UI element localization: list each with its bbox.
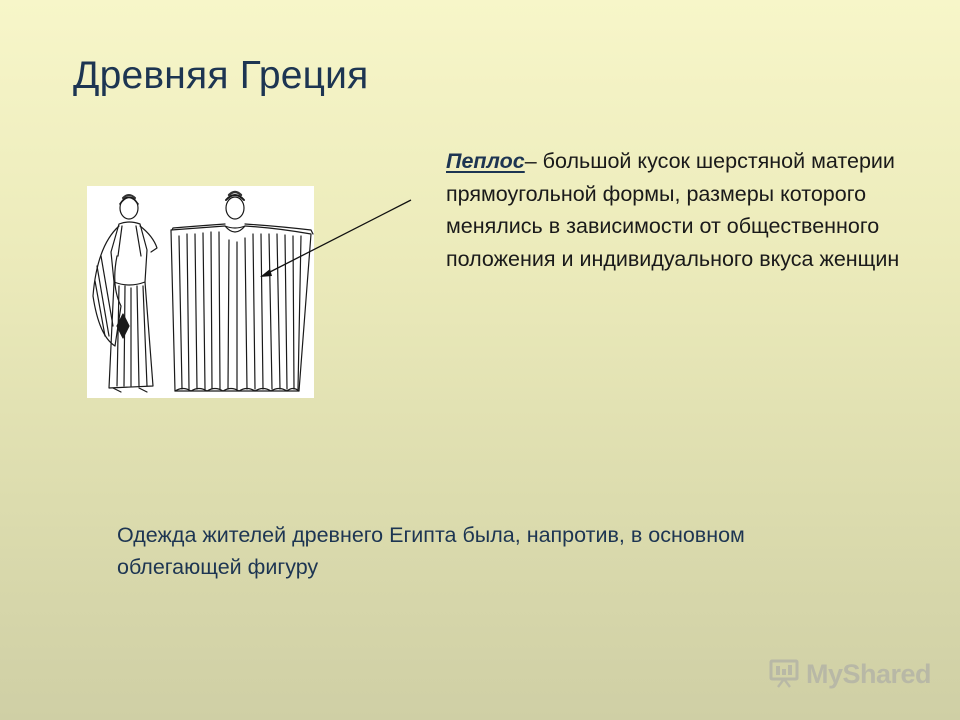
projector-screen-icon — [768, 656, 800, 693]
watermark-text: MyShared — [806, 658, 932, 689]
egypt-note: Одежда жителей древнего Египта была, напротив, в основном облегающей фигуру — [117, 523, 745, 579]
peplos-illustration — [87, 186, 314, 398]
definition-text: – большой кусок шерстяной материи прямоугольной формы, размеры которого менялись в зависимости от общественного положения и индивидуального вкуса женщин — [446, 149, 900, 271]
slide-title: Древняя Греция — [73, 54, 369, 97]
watermark — [768, 656, 931, 692]
peplos-definition — [446, 145, 916, 275]
definition-term: Пеплос — [446, 149, 525, 173]
